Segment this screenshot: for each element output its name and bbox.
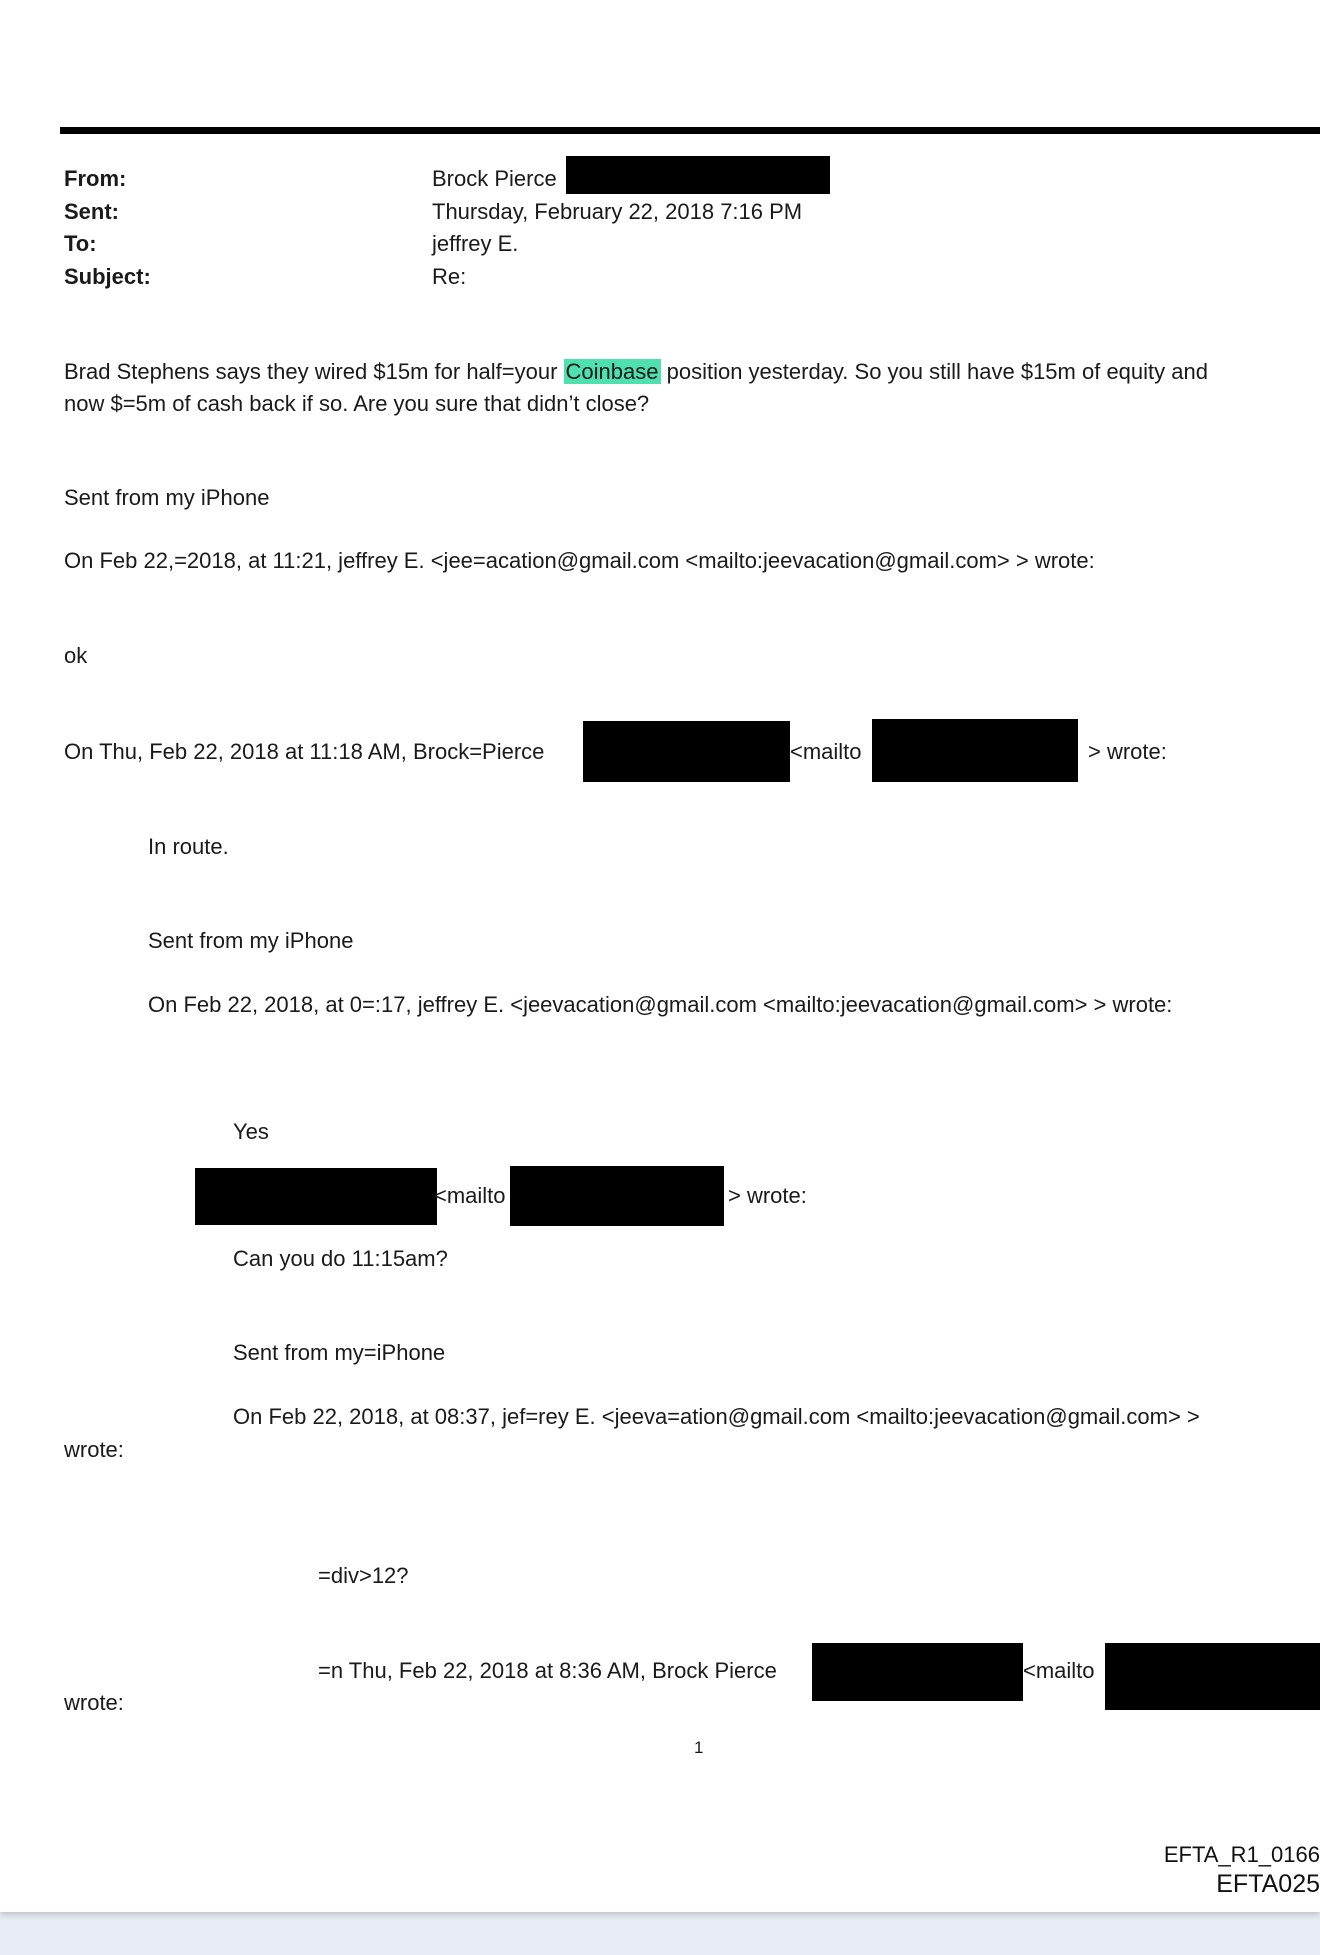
quote-header-4-mailto: <mailto xyxy=(434,1183,506,1208)
reply-ok: ok xyxy=(64,643,88,668)
subject-value: Re: xyxy=(432,264,467,289)
body-line-1 xyxy=(64,358,1208,386)
quote-header-5-wrote: wrote: xyxy=(64,1437,124,1462)
reply-div12: =div>12? xyxy=(318,1563,409,1588)
sent-value: Thursday, February 22, 2018 7:16 PM xyxy=(432,199,803,224)
body-line-2: now $=5m of cash back if so. Are you sure that didn’t close? xyxy=(64,391,650,416)
page-number: 1 xyxy=(694,1738,704,1757)
quote-header-2: On Thu, Feb 22, 2018 at 11:18 AM, Brock=Pierce xyxy=(64,739,545,764)
reply-in-route: In route. xyxy=(148,834,229,859)
quote-header-3: On Feb 22, 2018, at 0=:17, jeffrey E. <jeevacation@gmail.com <mailto:jeevacation@gmail.com> > wrote: xyxy=(148,992,1173,1017)
quote-header-5: On Feb 22, 2018, at 08:37, jef=rey E. <jeeva=ation@gmail.com <mailto:jeevacation@gmail.com> > xyxy=(233,1404,1200,1429)
sent-label: Sent: xyxy=(64,199,119,224)
quote-header-2-wrote: > wrote: xyxy=(1088,739,1167,764)
sent-from-iphone-2: Sent from my iPhone xyxy=(148,928,354,953)
redaction-from-email xyxy=(566,156,830,194)
sent-from-iphone-1: Sent from my iPhone xyxy=(64,485,270,510)
quote-header-6-wrote: wrote: xyxy=(64,1690,124,1715)
bates-number-2: EFTA025 xyxy=(1216,1870,1320,1898)
reply-can-you: Can you do 11:15am? xyxy=(233,1246,448,1271)
quote-header-2-mailto: <mailto xyxy=(790,739,862,764)
redaction-quote2-email xyxy=(872,719,1078,782)
header-rule xyxy=(60,127,1320,134)
body-line-1-end: position yesterday. So you still have $15m of equity and xyxy=(660,359,1208,384)
subject-label: Subject: xyxy=(64,264,151,289)
quote-header-1: On Feb 22,=2018, at 11:21, jeffrey E. <jee=acation@gmail.com <mailto:jeevacation@gmail.com> > wrote: xyxy=(64,548,1095,573)
from-label: From: xyxy=(64,166,127,191)
reply-yes: Yes xyxy=(233,1119,269,1144)
sent-from-iphone-3: Sent from my=iPhone xyxy=(233,1340,446,1365)
to-label: To: xyxy=(64,231,97,256)
redaction-quote4-email xyxy=(510,1166,724,1226)
quote-header-4-wrote: > wrote: xyxy=(728,1183,807,1208)
quote-header-6-mailto: <mailto xyxy=(1023,1658,1095,1683)
redaction-quote2-name xyxy=(583,721,790,782)
redaction-quote6-email xyxy=(1105,1643,1320,1710)
body-line-1-start: Brad Stephens says they wired $15m for half=your xyxy=(64,359,564,384)
highlighted-term: Coinbase xyxy=(565,359,659,384)
bates-number-1: EFTA_R1_0166 xyxy=(1163,1842,1320,1867)
redaction-quote6-name xyxy=(812,1643,1023,1701)
to-value: jeffrey E. xyxy=(432,231,519,256)
quote-header-6: =n Thu, Feb 22, 2018 at 8:36 AM, Brock Pierce xyxy=(318,1658,777,1683)
redaction-quote4-name xyxy=(195,1168,437,1225)
from-value: Brock Pierce xyxy=(432,166,557,191)
